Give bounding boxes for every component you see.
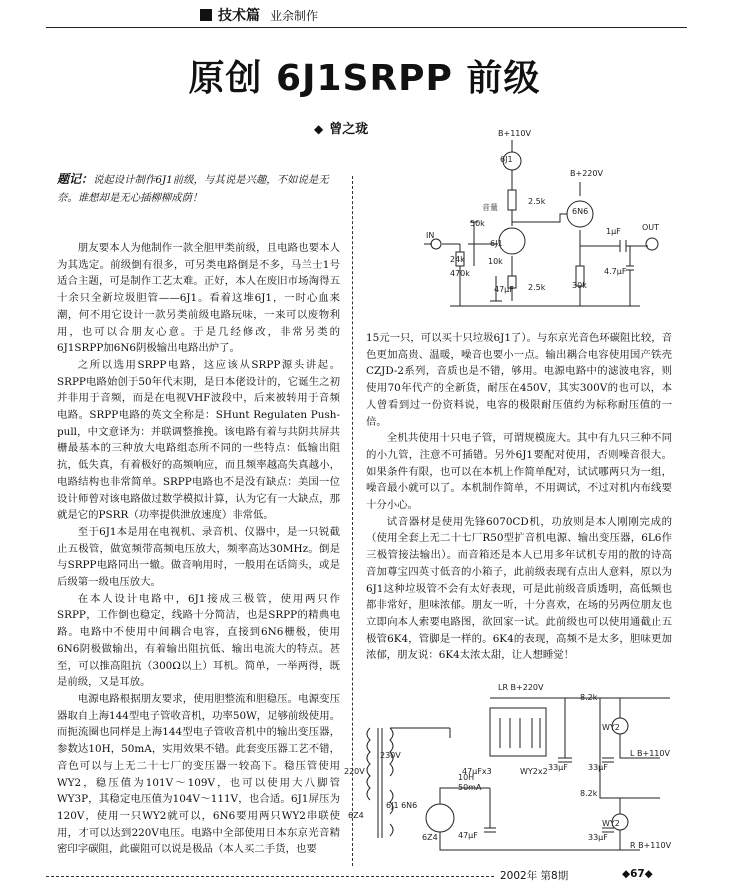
label-tube-6z4: 6Z4 xyxy=(422,833,438,842)
paragraph: 在本人设计电路中，6J1接成三极管，使用两只作SRPP，工作倒也稳定，线路十分简洁，也是SRPP的精典电路。电路中不使用中间耦合电容，直接到6N6栅极，使用6N6阴极做输出，有着输出阻抗低、输出电流大的特点。甚至，可以推高阻抗（300Ω以上）耳机。简单，一举两得，既是前级，又是耳放。 xyxy=(57,592,340,689)
paragraph: 朋友要本人为他制作一款全胆甲类前级，且电路也要本人为其选定。前级倒有很多，可另类电路倒是不多，马兰士1号适合主题，可是制作工艺太难。正好，本人在废旧市场淘得五十余只全新垃圾胆管——6J1。看着这堆6J1，一时心血来潮，何不用它设计一款另类前级电路玩味，一来可以废物利用，也可以合朋友心意。于是几经修改，非常另类的6J1SRPP加6N6阴极输出电路出炉了。 xyxy=(57,242,340,355)
label-r-8-2k-2: 8.2k xyxy=(580,789,598,798)
preface-text: 说起设计制作6J1前级，与其说是兴趣，不如说是无奈。谁想却是无心插柳柳成荫！ xyxy=(57,174,329,204)
label-r-2-5k-bottom: 2.5k xyxy=(528,283,546,292)
article-preface xyxy=(57,170,340,207)
paragraph: 15元一只，可以买十只垃圾6J1了）。与东京光音色环碳阻比较，音色更加高贵、温暖，噪音也要小一点。输出耦合电容使用国产铁壳CZJD-2系列，音质也是不错，够用。电源电路中的滤波电容，则使用70年代产的全新货，耐压在450V，其实300V的也可以，本人曾看到过一份资料说，电容的极限耐压值约为标称耐压值的一倍。 xyxy=(366,332,672,428)
label-b-plus-220: B+220V xyxy=(570,169,603,178)
page-footer xyxy=(0,868,729,884)
label-tube-6n6: 6N6 xyxy=(572,207,589,216)
section-name: 技术篇 xyxy=(218,8,260,24)
paragraph: 之所以选用SRPP电路，这应该从SRPP源头讲起。SRPP电路始创于50年代末期，是日本佬设计的，它诞生之初并非用于音频，而是在电视VHF波段中，后来被转用于音频电路。SRPP电路的英文全称是：SHunt Regulaten Push-pull，中文意译为：并联调整推挽。该电路有着与共阴共屏共栅最基本的三种放大电路组态所不同的一些特点：低输出阻抗，低失真，有着极好的高频响应，而且频率越高失真越小，电路结构也非常简单。SRPP电路也不是没有缺点：美国一位设计师曾对该电路做过数学模拟计算，认为它有一大缺点，那就是它的PSRR（功率提供泄放速度）非常低。 xyxy=(57,358,340,522)
label-r-30k: 30k xyxy=(572,281,587,290)
label-b-plus-110: B+110V xyxy=(498,129,531,138)
paragraph: 电源电路根据朋友要求，使用胆整流和胆稳压。电源变压器取自上海144型电子管收音机，功率50W，足够前级使用。而扼流圈也同样是上海144型电子管收音机中的输出变压器，参数达10H，50mA，实用效果不错。此套变压器工艺不错，音色可以与上无二十七厂的变压器一较高下。稳压管使用WY2，稳压值为101V～109V，也可以使用大八脚管WY3P，其稳定电压值为104V～111V，也合适。6J1屏压为120V，使用一只WY2就可以，6N6要用两只WY2串联使用，才可以达到220V电压。电路中全部使用日本东京光音精密印字碳阻，此碳阻可以说是极品（本人买二手货，也要 xyxy=(57,692,340,856)
label-6j1-6n6: 6J1 6N6 xyxy=(386,801,418,810)
article-title: 原创 6J1SRPP 前级 xyxy=(188,58,541,99)
footer-rule xyxy=(46,876,494,877)
label-r-2-5k-top: 2.5k xyxy=(528,197,546,206)
label-47uf-x3: 47μFx3 xyxy=(462,767,492,776)
section-header xyxy=(200,4,318,26)
label-wy2-1: WY2 xyxy=(602,723,620,732)
paragraph: 至于6J1本是用在电视机、录音机、仪器中，是一只锐截止五极管，做宽频带高频电压放大，频率高达30MHz。倒是与SRPP电路同出一辙。做音响用时，一般用在话筒头，或是后级第一级电压放大。 xyxy=(57,525,340,589)
label-r-10k: 10k xyxy=(488,257,503,266)
label-50ma: 50mA xyxy=(458,783,482,792)
author-name: 曾之珑 xyxy=(329,122,369,137)
label-c-33uf-3: 33μF xyxy=(588,833,608,842)
label-out: OUT xyxy=(642,223,660,232)
label-r-8-2k-1: 8.2k xyxy=(580,693,598,702)
preface-label: 题记： xyxy=(57,172,94,186)
label-r-470k: 470k xyxy=(450,269,470,278)
paragraph: 试音器材是使用先锋6070CD机，功放则是本人刚刚完成的（使用全套上无二十七厂R50型扩音机电源、输出变压器，6L6作三极管接法输出）。而音箱还是本人已用多年试机专用的散的诗高音加尊宝四英寸低音的小箱子，此前级表现有点出人意料，原以为6J1这种垃圾管不会有太好表现，可是此前级音质透明，高低频也都非常好，胆味浓郁。朋友一听，十分喜欢，在场的另两位朋友也立即向本人索要电路图，欲回家一试。此前级也可以使用通截止五极管6K4，管脚是一样的。6K4的表现，高频不是太多，胆味更加浓郁，朋友说：6K4太浓太甜，让人想睡觉！ xyxy=(366,515,672,662)
label-rb110: R B+110V xyxy=(630,841,672,850)
label-in: IN xyxy=(426,231,435,240)
label-c-47uf-bottom: 47μF xyxy=(458,831,478,840)
label-tube-6j1-top: 6J1 xyxy=(500,155,513,164)
page-number: ◆67◆ xyxy=(622,868,653,880)
label-c-47uf: 47μF xyxy=(494,285,514,294)
label-c-33uf-1: 33μF xyxy=(548,763,568,772)
label-6z4-left: 6Z4 xyxy=(348,811,364,820)
label-c-1uf: 1μF xyxy=(606,227,621,236)
paragraph: 全机共使用十只电子管，可谓规模庞大。其中有九只三种不同的小九管，注意不可插错。另外6J1要配对使用，否则噪音很大。如果条件有限，也可以在本机上作简单配对，试试哪两只为一组，噪音最小就可以了。本机制作简单，不用调试，不过对机内布线要十分小心。 xyxy=(366,432,672,512)
label-lb110: L B+110V xyxy=(630,749,670,758)
diamond-icon: ◆ xyxy=(314,122,324,136)
label-lrb: LR B+220V xyxy=(498,683,544,692)
label-wy2x2: WY2x2 xyxy=(520,767,548,776)
label-tube-6j1-bottom: 6J1 xyxy=(490,239,503,248)
label-10h: 10H xyxy=(458,773,475,782)
article-author xyxy=(314,118,368,137)
label-r-50k: 50k xyxy=(470,219,485,228)
label-volume: 音量 xyxy=(482,203,498,212)
section-category: 业余制作 xyxy=(270,8,319,23)
body-column-right xyxy=(366,330,672,664)
label-220v: 220V xyxy=(344,767,365,776)
power-supply-schematic xyxy=(340,678,680,858)
label-c-33uf-2: 33μF xyxy=(588,763,608,772)
body-column-left xyxy=(57,240,340,858)
square-bullet-icon xyxy=(200,9,212,21)
label-230v: 230V xyxy=(380,751,401,760)
issue-info: 2002年 第8期 xyxy=(500,870,569,882)
preamp-schematic xyxy=(420,126,670,326)
header-rule xyxy=(46,27,687,28)
label-wy2-2: WY2 xyxy=(602,819,620,828)
label-c-4-7uf: 4.7μF xyxy=(604,267,627,276)
label-r-24k: 24k xyxy=(450,255,465,264)
